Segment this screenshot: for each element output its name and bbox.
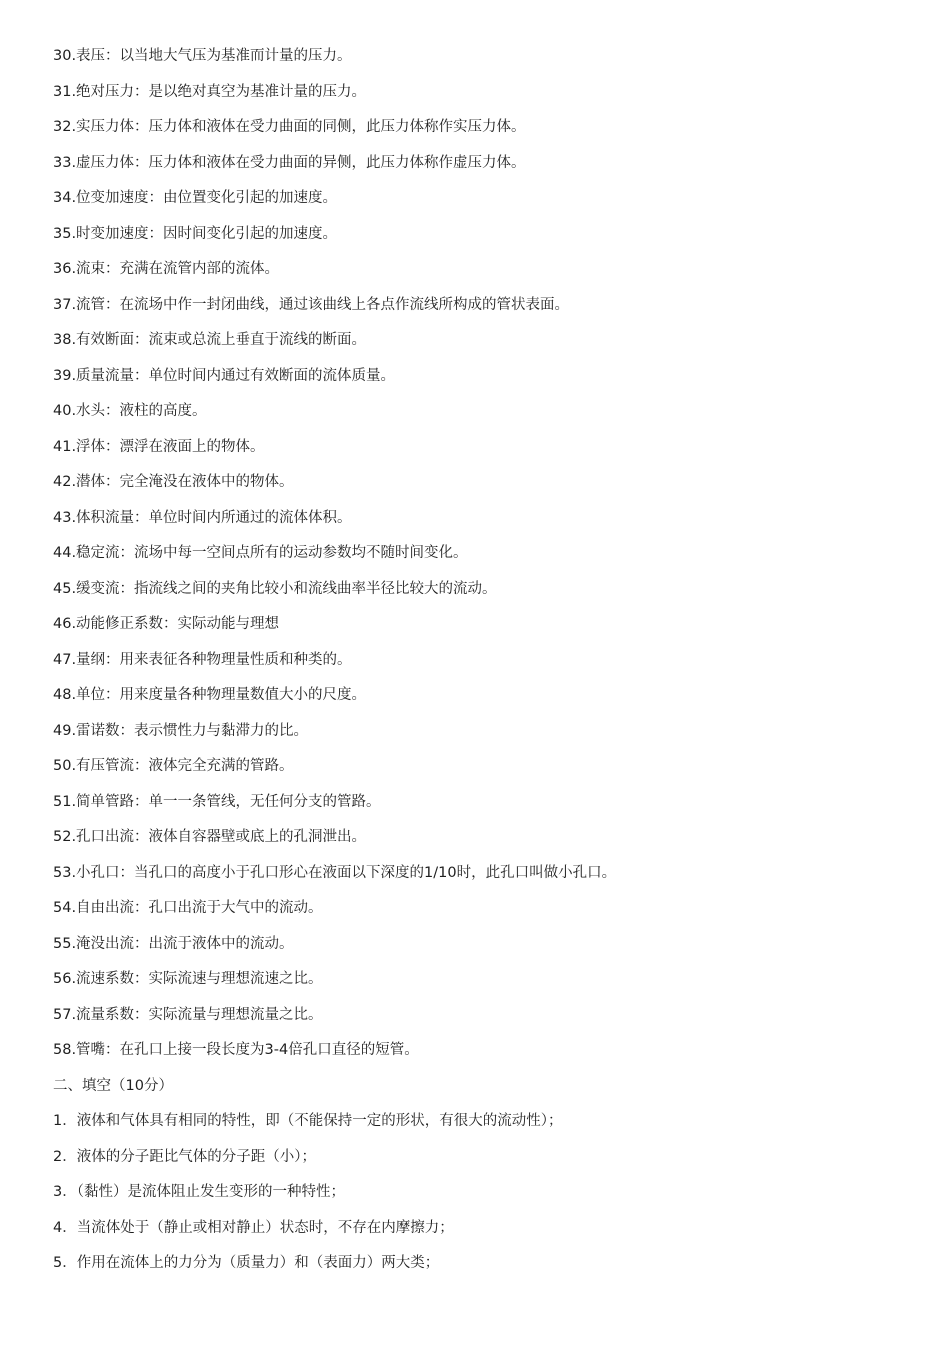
text-line: 35.时变加速度：因时间变化引起的加速度。: [53, 225, 338, 242]
text-line: 2．液体的分子距比气体的分子距（小）；: [53, 1148, 316, 1165]
text-line: 34.位变加速度：由位置变化引起的加速度。: [53, 190, 338, 206]
text-line: 37.流管：在流场中作一封闭曲线，通过该曲线上各点作流线所构成的管状表面。: [53, 296, 570, 313]
text-line: 40.水头：液柱的高度。: [53, 403, 207, 419]
text-line: 31.绝对压力：是以绝对真空为基准计量的压力。: [53, 83, 367, 100]
text-line: 42.潜体：完全淹没在液体中的物体。: [53, 474, 294, 490]
text-line: 56.流速系数：实际流速与理想流速之比。: [53, 971, 323, 987]
text-line: 36.流束：充满在流管内部的流体。: [53, 261, 280, 277]
text-line: 4．当流体处于（静止或相对静止）状态时，不存在内摩擦力；: [53, 1219, 454, 1236]
text-line: 43.体积流量：单位时间内所通过的流体体积。: [53, 509, 352, 526]
text-line: 33.虚压力体：压力体和液体在受力曲面的异侧，此压力体称作虚压力体。: [53, 154, 526, 171]
text-line: 48.单位：用来度量各种物理量数值大小的尺度。: [53, 687, 367, 703]
text-line: 5．作用在流体上的力分为（质量力）和（表面力）两大类；: [53, 1255, 440, 1271]
text-line: 58.管嘴：在孔口上接一段长度为3-4倍孔口直径的短管。: [53, 1042, 419, 1058]
text-line: 54.自由出流：孔口出流于大气中的流动。: [53, 900, 323, 916]
text-line: 50.有压管流：液体完全充满的管路。: [53, 758, 294, 774]
text-line: 30.表压：以当地大气压为基准而计量的压力。: [53, 48, 352, 64]
text-line: 53.小孔口：当孔口的高度小于孔口形心在液面以下深度的1/10时，此孔口叫做小孔口。: [53, 864, 617, 881]
section-heading: 二、填空（10分）: [53, 1077, 173, 1094]
text-line: 52.孔口出流：液体自容器壁或底上的孔洞泄出。: [53, 829, 367, 845]
text-line: 55.淹没出流：出流于液体中的流动。: [53, 935, 294, 952]
text-line: 39.质量流量：单位时间内通过有效断面的流体质量。: [53, 367, 396, 384]
text-line: 51.简单管路：单一一条管线，无任何分支的管路。: [53, 793, 381, 810]
text-lines: [53, 44, 913, 1287]
text-line: 32.实压力体：压力体和液体在受力曲面的同侧，此压力体称作实压力体。: [53, 119, 526, 135]
text-line: 49.雷诺数：表示惯性力与黏滞力的比。: [53, 722, 309, 739]
text-line: 47.量纲：用来表征各种物理量性质和种类的。: [53, 651, 352, 668]
text-line: 45.缓变流：指流线之间的夹角比较小和流线曲率半径比较大的流动。: [53, 580, 497, 597]
text-line: 38.有效断面：流束或总流上垂直于流线的断面。: [53, 332, 367, 348]
text-line: 41.浮体：漂浮在液面上的物体。: [53, 438, 265, 455]
text-line: 46.动能修正系数：实际动能与理想: [53, 616, 280, 632]
text-line: 57.流量系数：实际流量与理想流量之比。: [53, 1006, 323, 1023]
text-line: 3．（黏性）是流体阻止发生变形的一种特性；: [53, 1184, 345, 1200]
text-line: 44.稳定流：流场中每一空间点所有的运动参数均不随时间变化。: [53, 545, 468, 561]
text-line: 1．液体和气体具有相同的特性，即（不能保持一定的形状，有很大的流动性）；: [53, 1113, 563, 1129]
